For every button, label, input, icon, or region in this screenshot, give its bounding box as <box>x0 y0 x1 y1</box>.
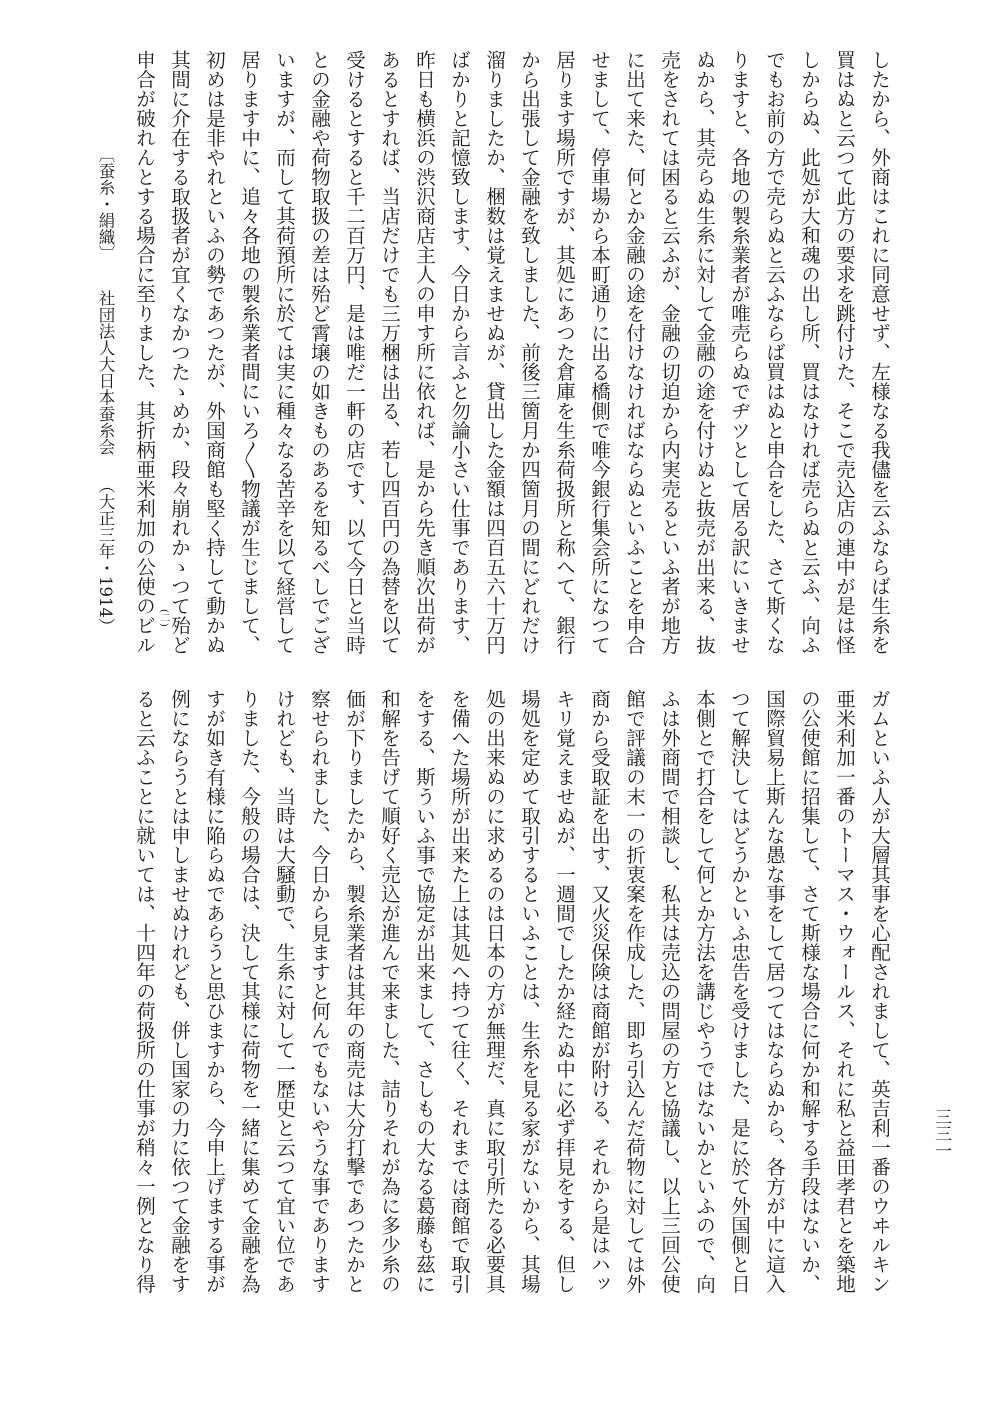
text-column: りました、今般の場合は、決して其様に荷物を一緒に集めて金融を為 <box>238 689 261 1294</box>
text-column: 処の出来ぬのに求めるのは日本の方が無理だ、真に取引所たる必要具 <box>483 689 506 1294</box>
text-column: 例にならうとは申しませぬけれども、併し国家の力に依つて金融をす <box>168 689 191 1294</box>
text-column: 居ります場所ですが、其処にあつた倉庫を生糸荷扱所と称へて、銀行 <box>553 50 576 655</box>
lower-text-block <box>127 689 897 1301</box>
text-column: すが如き有様に陥らぬであらうと思ひますから、今申上げまする事が <box>203 689 226 1294</box>
text-column: 価が下りましたから、製糸業者は其年の商売は大分打撃であつたかと <box>343 689 366 1294</box>
text-column: したから、外商はこれに同意せず、左様なる我儘を云ふならば生糸を <box>868 50 891 655</box>
text-column: ぬから、其売らぬ生糸に対して金融の途を付けぬと抜売が出来る、抜 <box>693 50 716 655</box>
text-column: 受けるとすると千二百万円、是は唯だ一軒の店です、以て今日と当時 <box>343 50 366 655</box>
text-column: 初めは是非やれといふの勢であつたが、外国商館も堅く持して動かぬ <box>203 50 226 655</box>
text-column: 溜りましたか、梱数は覚えませぬが、貸出した金額は四百五六十万円 <box>483 50 506 655</box>
text-column: ガムといふ人が大層其事を心配されまして、英吉利一番のウヰルキン <box>868 689 891 1294</box>
text-column: でもお前の方で売らぬと云ふならば買はぬと申合をした、さて斯くな <box>763 50 786 655</box>
text-column: 国際貿易上斯んな愚な事をして居つてはならぬから、各方が中に這入 <box>763 689 786 1294</box>
text-column: 本側とで打合をして何とか方法を講じやうではないかといふので、向 <box>693 689 716 1294</box>
footer-publisher: 社団法人大日本蚕糸会 <box>96 290 115 455</box>
text-column: ふは外商間で相談し、私共は売込の問屋の方と協議し、以上三回公使 <box>658 689 681 1294</box>
text-column: をする、斯ういふ事で協定が出来まして、さしもの大なる葛藤も茲に <box>413 689 436 1294</box>
text-column: 居ります中に、追々各地の製糸業者間にいろ〳〵物議が生じまして、 <box>238 50 261 655</box>
text-column: ばかりと記憶致します、今日から言ふと勿論小さい仕事であります、 <box>448 50 471 655</box>
text-column: との金融や荷物取扱の差は殆ど霄壌の如きものあるを知るべしでござ <box>308 50 331 655</box>
upper-text-block <box>127 50 897 662</box>
text-column: しからぬ、此処が大和魂の出し所、買はなければ売らぬと云ふ、向ふ <box>798 50 821 655</box>
text-column: キリ覚えませぬが、一週間でしたか経たぬ中に必ず拝見をする、但し <box>553 689 576 1294</box>
text-column: 商から受取証を出す、又火災保険は商館が附ける、それから是はハッ <box>588 689 611 1294</box>
text-column: ると云ふことに就いては、十四年の荷扱所の仕事が稍々一例となり得 <box>133 689 156 1294</box>
text-column: 買はぬと云つて此方の要求を跳付けた、そこで売込店の連中が是は怪 <box>833 50 856 655</box>
text-column: 亜米利加一番のトーマス・ウォールス、それに私と益田孝君とを築地 <box>833 689 856 1294</box>
footer-date: （大正三年・1914） <box>96 477 115 635</box>
text-column: いますが、而して其荷預所に於ては実に種々なる苦辛を以て経営して <box>273 50 296 655</box>
footer-series: 〔蚕糸・絹織〕 <box>96 146 115 262</box>
text-column: つて解決してはどうかといふ忠告を受けました、是に於て外国側と日 <box>728 689 751 1294</box>
text-column: 昨日も横浜の渋沢商店主人の申す所に依れば、是から先き順次出荷が <box>413 50 436 655</box>
note-marker: (二) <box>158 609 169 627</box>
text-column: 申合が破れんとする場合に至りました、其折柄亜米利加の公使のビル <box>133 50 156 655</box>
text-column: から出張して金融を致しました、前後三箇月か四箇月の間にどれだけ <box>518 50 541 655</box>
text-column: 売をされては困ると云ふが、金融の切迫から内実売るといふ者が地方 <box>658 50 681 655</box>
text-column: の公使館に招集して、さて斯様な場合に何か和解する手段はないか、 <box>798 689 821 1294</box>
text-column: けれども、当時は大騒動で、生糸に対して一歴史と云つて宜い位であ <box>273 689 296 1294</box>
text-column: を備へた場所が出来た上は其処へ持つて往く、それまでは商館で取引 <box>448 689 471 1294</box>
text-column: りますと、各地の製糸業者が唯売らぬでヂツとして居る訳にいきませ <box>728 50 751 655</box>
text-column: せまして、停車場から本町通りに出る橋側で唯今銀行集会所になつて <box>588 50 611 655</box>
text-column: 其間に介在する取扱者が宜くなかつたゝめか、段々崩れかゝつて殆ど <box>168 50 191 655</box>
text-column: 館で評議の末一の折衷案を作成した、即ち引込んだ荷物に対しては外 <box>623 689 646 1294</box>
text-column: に出て来た、何とか金融の途を付けなければならぬといふことを申合 <box>623 50 646 655</box>
text-column: あるとすれば、当店だけでも三万梱は出る、若し四百円の為替を以て <box>378 50 401 655</box>
page-number: 三三一 <box>931 1108 951 1159</box>
text-column: 和解を告げて順好く売込が進んで来ました、詰りそれが為に多少糸の <box>378 689 401 1294</box>
text-column: 場処を定めて取引するといふことは、生糸を見る家がないから、其場 <box>518 689 541 1294</box>
text-column: 察せられました、今日から見ますと何んでもないやうな事であります <box>308 689 331 1294</box>
